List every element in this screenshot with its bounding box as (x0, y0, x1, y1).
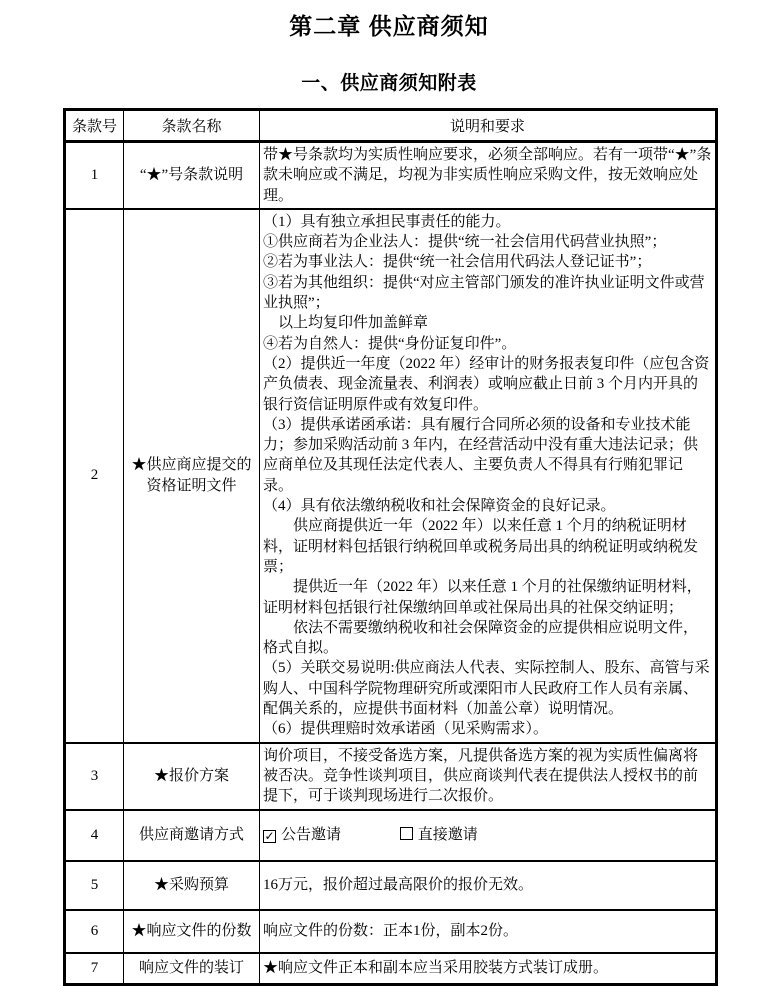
clause-desc: 带★号条款均为实质性响应要求，必须全部响应。若有一项带“★”条款未响应或不满足，均视为非实质性响应采购文件，按无效响应处理。 (260, 142, 717, 209)
clause-name: “★”号条款说明 (124, 142, 260, 209)
clause-no: 3 (65, 743, 124, 810)
qualification-paragraph: （1）具有独立承担民事责任的能力。 (263, 213, 511, 230)
table-row-2 (65, 209, 717, 743)
clause-no: 4 (65, 810, 124, 861)
invitation-method-cell (260, 810, 717, 861)
clause-desc: 16万元，报价超过最高限价的报价无效。 (260, 861, 717, 910)
table-row-4 (65, 810, 717, 861)
clause-desc: 响应文件的份数：正本1份，副本2份。 (260, 910, 717, 953)
clause-name: ★报价方案 (124, 743, 260, 810)
header-clause-no: 条款号 (65, 110, 124, 142)
clause-no: 6 (65, 910, 124, 953)
table-row-1 (65, 142, 717, 209)
checkbox-checked-icon (263, 830, 276, 843)
clause-name: 响应文件的装订 (124, 953, 260, 985)
clause-desc: 询价项目，不接受备选方案，凡提供备选方案的视为实质性偏离将被否决。竞争性谈判项目，供应商谈判代表在提供法人授权书的前提下，可于谈判现场进行二次报价。 (260, 743, 717, 810)
table-row-6 (65, 910, 717, 953)
clause-name: 供应商邀请方式 (124, 810, 260, 861)
clause-no: 1 (65, 142, 124, 209)
qualification-paragraph: （2）提供近一年度（2022 年）经审计的财务报表复印件（应包含资产负债表、现金流量表、利润表）或响应截止日前 3 个月内开具的银行资信证明原件或有效复印件。 (263, 355, 710, 413)
clause-no: 2 (65, 209, 124, 743)
qualification-paragraph: 以上均复印件加盖鲜章 (278, 315, 429, 332)
table-row-7 (65, 953, 717, 985)
clause-desc (260, 209, 717, 743)
qualification-paragraph: （3）提供承诺函承诺：具有履行合同所必须的设备和专业技术能力；参加采购活动前 3 年内，在经营活动中没有重大违法记录；供应商单位及其现任法定代表人、主要负责人不得具有行贿犯罪记录。 (263, 416, 699, 494)
clause-no: 5 (65, 861, 124, 910)
header-row (65, 110, 717, 142)
qualification-paragraph: （5）关联交易说明:供应商法人代表、实际控制人、股东、高管与采购人、中国科学院物理研究所或溧阳市人民政府工作人员有亲属、配偶关系的，应提供书面材料（加盖公章）说明情况。 (263, 660, 710, 718)
clause-name: ★响应文件的份数 (124, 910, 260, 953)
table-row-3 (65, 743, 717, 810)
qualification-paragraph: ③若为其他组织：提供“对应主管部门颁发的准许执业证明文件或营业执照”； (263, 274, 705, 312)
option-direct-invitation (400, 827, 478, 843)
qualification-paragraph: ②若为事业法人：提供“统一社会信用代码法人登记证书”； (263, 254, 652, 271)
qualification-paragraph: （6）提供理赔时效承诺函（见采购需求）。 (263, 721, 549, 738)
qualification-paragraph: （4）具有依法缴纳税收和社会保障资金的良好记录。 (263, 498, 616, 515)
option-label: 公告邀请 (281, 826, 342, 843)
chapter-title: 第二章 供应商须知 (289, 13, 489, 39)
header-description: 说明和要求 (260, 110, 717, 142)
checkbox-unchecked-icon (400, 827, 413, 840)
section-subtitle: 一、供应商须知附表 (301, 73, 477, 94)
qualification-paragraph: ④若为自然人：提供“身份证复印件”。 (263, 335, 517, 352)
clause-name: ★供应商应提交的资格证明文件 (124, 209, 260, 743)
option-label: 直接邀请 (417, 826, 478, 843)
header-clause-name: 条款名称 (124, 110, 260, 142)
clause-no: 7 (65, 953, 124, 985)
qualification-paragraph: ①供应商若为企业法人：提供“统一社会信用代码营业执照”； (263, 234, 667, 251)
clause-name: ★采购预算 (124, 861, 260, 910)
document-page (0, 8, 778, 977)
clause-desc: ★响应文件正本和副本应当采用胶装方式装订成册。 (260, 953, 717, 985)
supplier-notice-table (63, 108, 718, 986)
option-announcement-invitation (263, 827, 341, 843)
qualification-paragraph: 依法不需要缴纳税收和社会保障资金的应提供相应说明文件，格式自拟。 (263, 619, 699, 657)
qualification-paragraph: 提供近一年（2022 年）以来任意 1 个月的社保缴纳证明材料，证明材料包括银行社保缴纳回单或社保局出具的社保交纳证明； (263, 579, 702, 616)
qualification-paragraph: 供应商提供近一年（2022 年）以来任意 1 个月的纳税证明材料，证明材料包括银行纳税回单或税务局出具的纳税证明或纳税发票； (263, 518, 699, 575)
table-row-5 (65, 861, 717, 910)
